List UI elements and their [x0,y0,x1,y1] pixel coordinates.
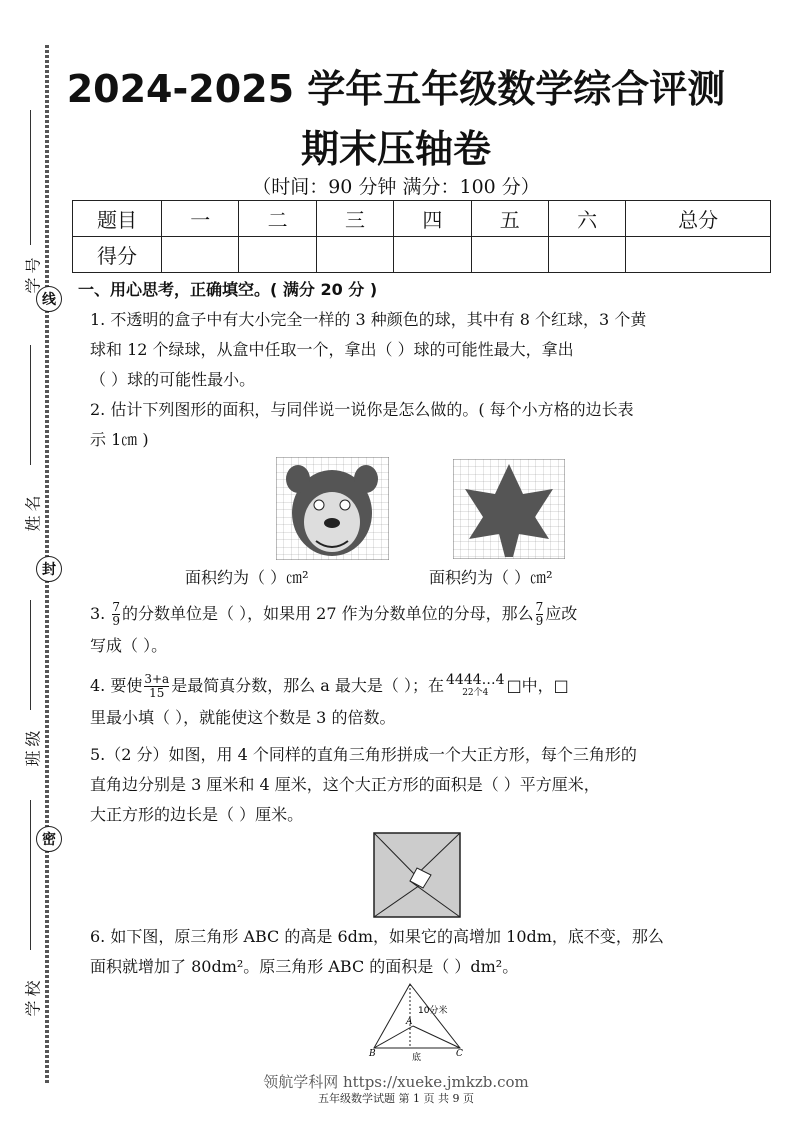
score-table-header-row [73,201,771,237]
q4 [90,670,755,734]
score-row-label: 得分 [73,237,162,273]
class-label: 班级 [23,726,43,767]
q3-frac-numerator: 7 [535,600,544,614]
base-label: 底 [412,1053,422,1062]
header-cell: 题目 [73,201,162,237]
class-line [30,600,31,710]
section-heading: 一、用心思考，正确填空。( 满分 20 分 ) [78,280,378,299]
score-cell[interactable] [316,237,393,273]
q4-number: 4444…4 [446,671,505,688]
q4-fraction [144,673,169,700]
header-cell: 五 [471,201,548,237]
q3-line2: 写成（ ）。 [90,636,168,655]
q4-number-note: 22个4 [462,687,489,698]
q5 [90,740,755,830]
q3-frac-denominator: 9 [112,614,120,628]
q2-area-answer-2: 面积约为（ ）㎝² [429,568,553,587]
q3-frac-denominator: 9 [535,614,544,628]
header-cell: 六 [548,201,625,237]
header-cell: 一 [162,201,239,237]
q4-intro: 4. 要使 [90,676,143,695]
q1-line: 球和 12 个绿球，从盒中任取一个，拿出（ ）球的可能性最大，拿出 [90,340,574,359]
triangle-abc-figure [368,980,468,1062]
q6-line: 面积就增加了 80dm²。原三角形 ABC 的面积是（ ）dm²。 [90,957,519,976]
q4-frac-numerator: 3+a [144,672,170,686]
score-cell[interactable] [239,237,316,273]
q6-line: 6. 如下图，原三角形 ABC 的高是 6dm，如果它的高增加 10dm，底不变，那么 [90,927,664,946]
q2-line: 示 1㎝ ) [90,430,149,449]
score-cell[interactable] [626,237,771,273]
questions [80,275,750,455]
vertex-b-label: B [369,1049,376,1059]
q4-text: 是最简真分数，那么 a 最大是（ ）；在 [171,676,445,695]
school-label: 学校 [23,976,43,1017]
seal-seal: 封 [36,556,62,582]
exam-title: 2024-2025 学年五年级数学综合评测 [66,67,726,111]
seal-secret: 密 [36,826,62,852]
name-line [30,345,31,465]
page-footer: 五年级数学试题 第 1 页 共 9 页 [318,1092,474,1105]
leaf-grid-figure [453,459,565,559]
exam-subtitle-title: 期末压轴卷 [300,127,491,171]
vertex-c-label: C [456,1049,463,1059]
school-line [30,800,31,950]
q5-line: 5.（2 分）如图，用 4 个同样的直角三角形拼成一个大正方形，每个三角形的 [90,745,637,764]
header-cell: 三 [316,201,393,237]
q5-line: 直角边分别是 3 厘米和 4 厘米，这个大正方形的面积是（ ）平方厘米， [90,775,600,794]
score-cell[interactable] [471,237,548,273]
header-cell: 四 [394,201,471,237]
q1-line: 1. 不透明的盒子中有大小完全一样的 3 种颜色的球，其中有 8 个红球，3 个黄 [90,310,647,329]
pinwheel-square-figure [373,832,461,918]
q4-line2: 里最小填（ ），就能使这个数是 3 的倍数。 [90,708,396,727]
q6 [90,922,755,982]
q3-frac-numerator: 7 [112,600,120,614]
score-cell[interactable] [548,237,625,273]
q2-area-answer-1: 面积约为（ ）㎝² [185,568,309,587]
q4-repeating-number [446,671,505,700]
tiger-grid-figure [276,457,389,560]
q4-frac-denominator: 15 [149,686,165,700]
name-label: 姓名 [23,491,43,532]
q1-line: （ ）球的可能性最小。 [90,370,256,389]
score-cell[interactable] [394,237,471,273]
watermark: 领航学科网 https://xueke.jmkzb.com [263,1073,529,1091]
header-cell: 总分 [626,201,771,237]
q3-fraction-2 [536,601,544,628]
student-id-label: 学号 [23,253,43,294]
q3 [90,598,755,662]
q4-text-end: □中，□ [506,676,569,695]
q3-number: 3. [90,604,106,623]
score-table [72,200,771,273]
vertex-a-label: A [406,1017,413,1027]
height-label: 10分米 [418,1006,448,1016]
header-cell: 二 [239,201,316,237]
q2-line: 2. 估计下列图形的面积，与同伴说一说你是怎么做的。( 每个小方格的边长表 [90,400,634,419]
score-cell[interactable] [162,237,239,273]
q3-fraction [112,601,120,628]
q3-text-end: 应改 [545,604,578,623]
seal-line: 线 [36,286,62,312]
q3-text: 的分数单位是（ ），如果用 27 作为分数单位的分母，那么 [122,604,534,623]
q5-line: 大正方形的边长是（ ）厘米。 [90,805,304,824]
score-table-score-row [73,237,771,273]
exam-time-score: （时间：90 分钟 满分：100 分） [252,176,540,198]
